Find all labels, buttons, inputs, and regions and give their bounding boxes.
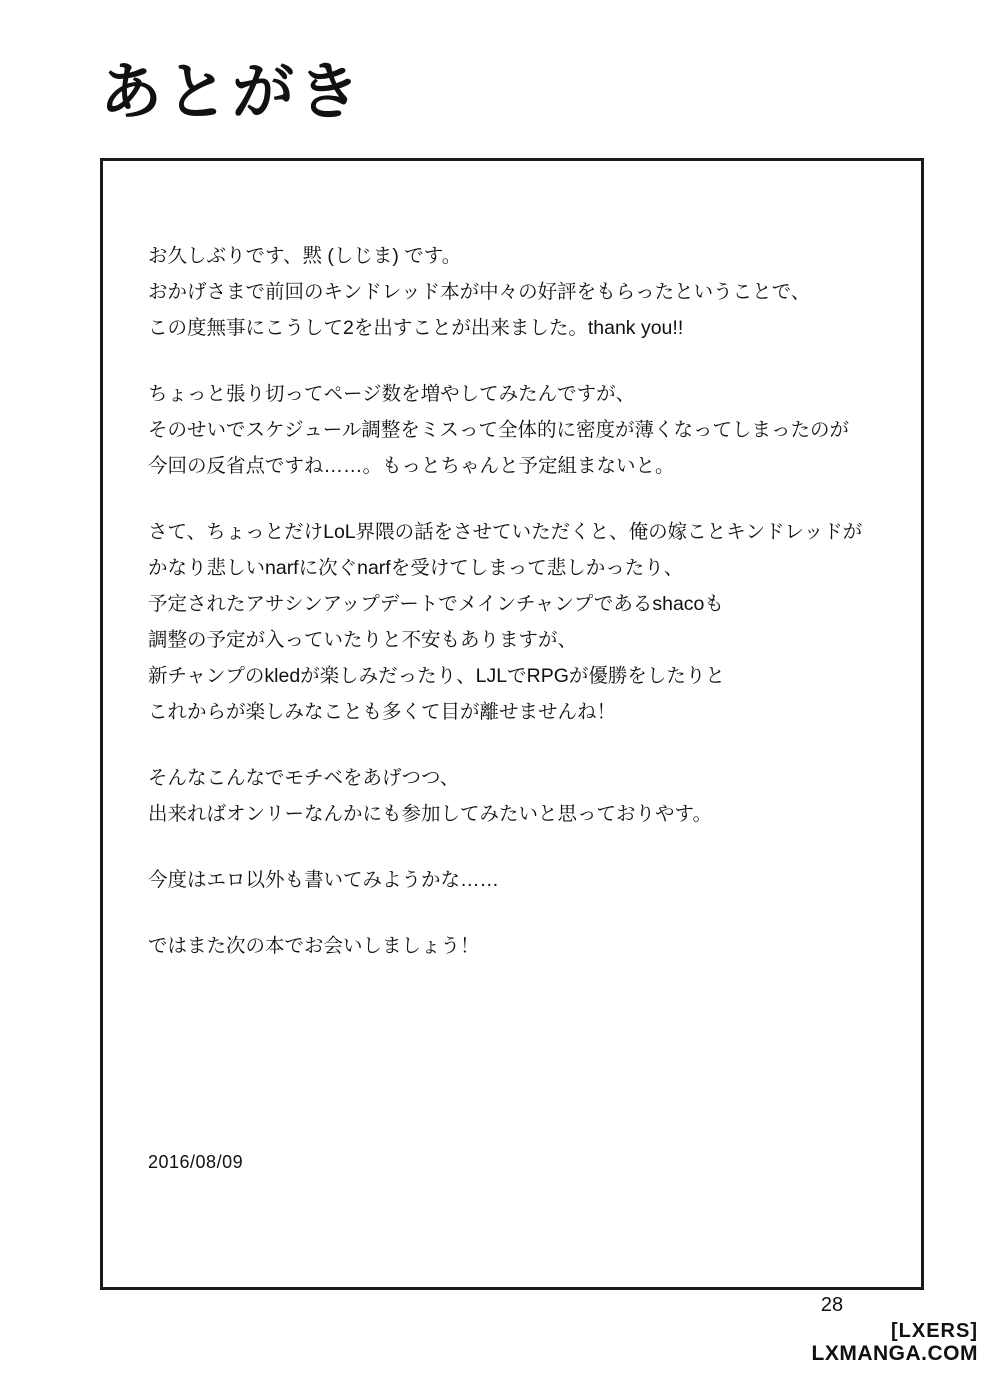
afterword-line: そのせいでスケジュール調整をミスって全体的に密度が薄くなってしまったのが <box>148 419 850 441</box>
afterword-date: 2016/08/09 <box>148 1152 244 1172</box>
afterword-paragraph <box>148 514 908 730</box>
afterword-line: おかげさまで前回のキンドレッド本が中々の好評をもらったということで、 <box>148 281 811 303</box>
watermark-site: LXMANGA.COM <box>811 1342 978 1365</box>
afterword-line: 予定されたアサシンアップデートでメインチャンプであるshacoも <box>148 593 724 615</box>
afterword-paragraph <box>148 928 908 964</box>
afterword-line: この度無事にこうして2を出すことが出来ました。thank you!! <box>148 317 684 339</box>
afterword-line: ではまた次の本でお会いしましょう！ <box>148 935 480 957</box>
afterword-line: 今回の反省点ですね……。もっとちゃんと予定組まないと。 <box>148 455 675 477</box>
afterword-line: そんなこんなでモチベをあげつつ、 <box>148 767 460 789</box>
page-number: 28 <box>820 1294 844 1316</box>
afterword-line: かなり悲しいnarfに次ぐnarfを受けてしまって悲しかったり、 <box>148 557 684 579</box>
afterword-paragraph <box>148 760 908 832</box>
afterword-line: 調整の予定が入っていたりと不安もありますが、 <box>148 629 578 651</box>
afterword-line: 出来ればオンリーなんかにも参加してみたいと思っておりやす。 <box>148 803 712 825</box>
page-title: あとがき <box>100 58 365 127</box>
afterword-line: 今度はエロ以外も書いてみようかな…… <box>148 869 500 891</box>
afterword-line: 新チャンプのkledが楽しみだったり、LJLでRPGが優勝をしたりと <box>148 665 725 687</box>
afterword-paragraph <box>148 862 908 898</box>
watermark-group: [LXERS] <box>891 1320 978 1342</box>
afterword-line: ちょっと張り切ってページ数を増やしてみたんですが、 <box>148 383 636 405</box>
afterword-text <box>148 238 908 964</box>
afterword-paragraph <box>148 376 908 484</box>
afterword-line: お久しぶりです、黙 (しじま) です。 <box>148 245 462 267</box>
afterword-line: これからが楽しみなことも多くて目が離せませんね！ <box>148 701 617 723</box>
afterword-line: さて、ちょっとだけLoL界隈の話をさせていただくと、俺の嫁ことキンドレッドが <box>148 521 863 543</box>
watermark <box>812 1320 979 1365</box>
afterword-paragraph <box>148 238 908 346</box>
